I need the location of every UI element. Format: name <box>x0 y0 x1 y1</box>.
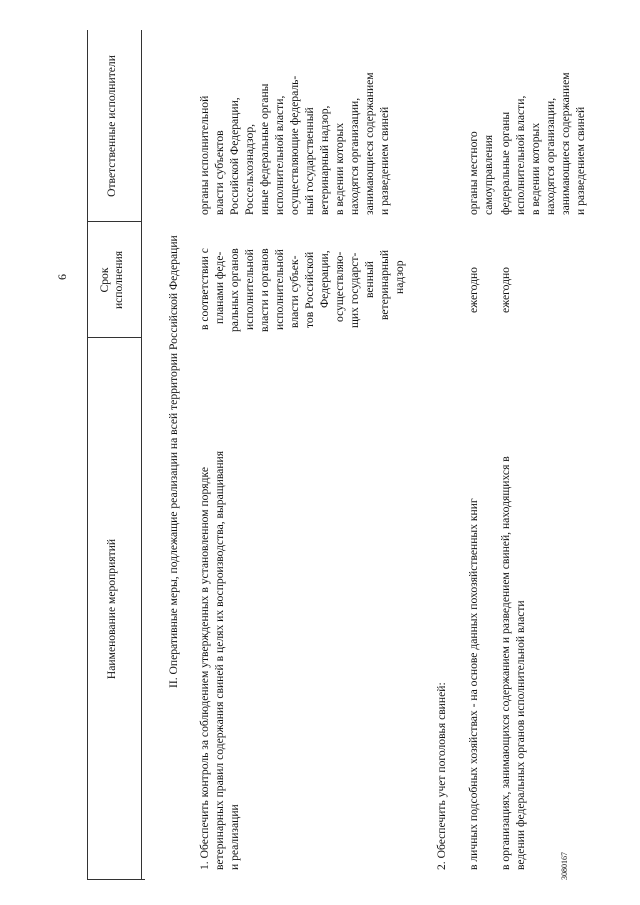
item2-sub-b-term: ежегодно <box>499 267 512 313</box>
header-bottom-rule <box>141 30 142 880</box>
document-id: 3080167 <box>560 852 569 880</box>
header-responsible: Ответственные исполнители <box>105 55 118 197</box>
rotated-table-sheet: 6 Наименование мероприятий Срок исполнения Ответственные исполнители II. Оперативные меры, подлежащие реализации на всей территории Российской Федерации 1. Обеспечить контроль за соблюдением утвержденных в установленном порядке ветеринарных правил содержания свиней в целях их воспроизводства, выращивания и реализации в соответствии с планами феде- ральных органов исполнительной власти и органов исполнительной власти субъек- тов Российской Федерации, осуществляю- щих государст- венный ветеринарный надзор органы исполнительной власти субъектов Российской Федерации, Россельхознадзор, иные федеральные органы исполнительной власти, осуществляющие федераль- ный государственный ветеринарный надзор, в ведении которых находятся организации, занимающиеся содержанием и разведением свиней 2. Обеспечить учет поголовья свиней: в личных подсобных хозяйствах - на основе данных похозяйственных книг ежегодно органы местного самоуправления в организациях, занимающихся содержанием и разведением свиней, находящихся в ведении федеральных органов исполнительной власти ежегодно федеральные органы исполнительной власти, в ведении которых находятся организации, занимающиеся содержанием и разведением свиней 3080167 <box>55 30 595 880</box>
item2-sub-a-term: ежегодно <box>467 267 480 313</box>
header-measures: Наименование мероприятий <box>105 538 118 680</box>
section-title: II. Оперативные меры, подлежащие реализации на всей территории Российской Федерации <box>167 235 180 688</box>
item2-sub-a-text: в личных подсобных хозяйствах - на основе данных похозяйственных книг <box>467 498 480 870</box>
item2-title: 2. Обеспечить учет поголовья свиней: <box>435 682 448 870</box>
table-top-rule <box>87 30 88 880</box>
header-term-line2: исполнения <box>112 250 125 310</box>
header-term-line1: Срок <box>98 267 111 293</box>
page-number: 6 <box>55 274 69 280</box>
